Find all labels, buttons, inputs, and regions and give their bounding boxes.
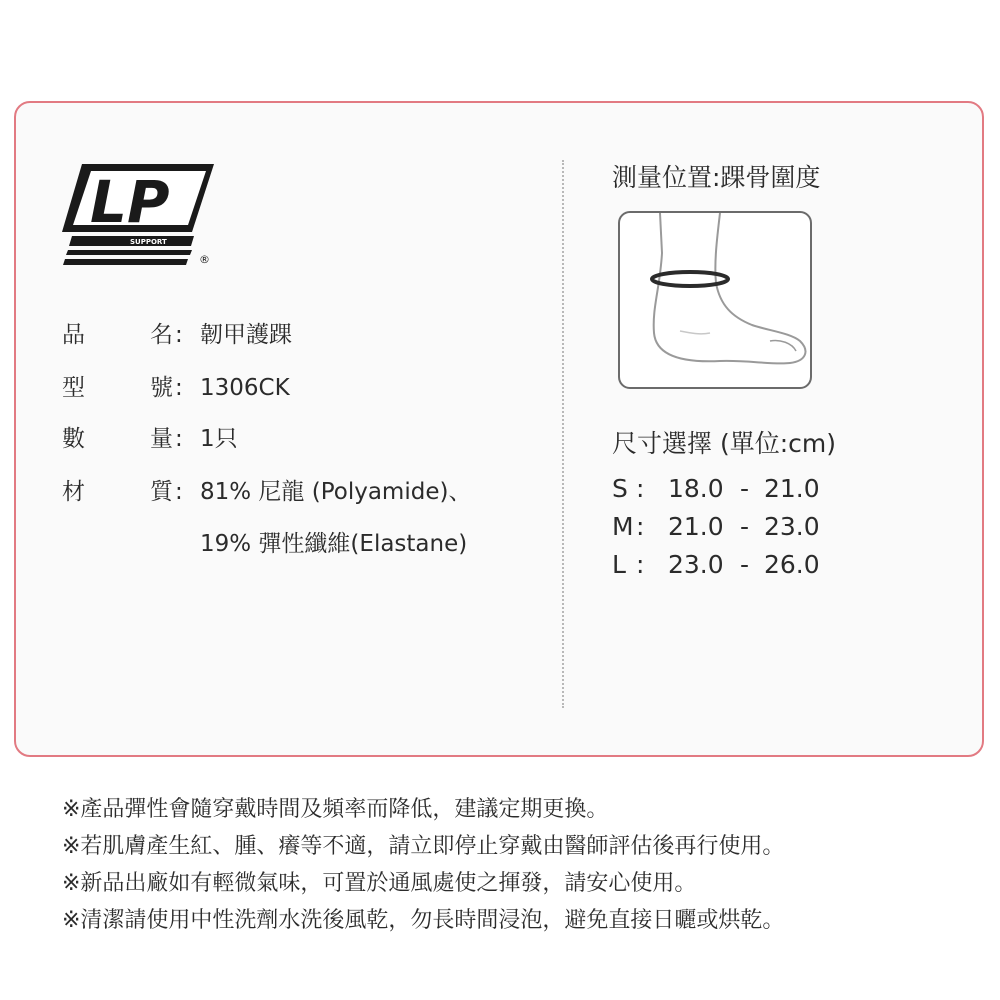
care-note: ※清潔請使用中性洗劑水洗後風乾，勿長時間浸泡，避免直接日曬或烘乾。 [62,908,785,933]
measure-position-title: 測量位置:踝骨圍度 [612,163,821,192]
spec-key-first: 數 [62,426,85,452]
size-label: S [612,474,628,503]
size-selection-title: 尺寸選擇 (單位:cm) [612,429,836,458]
care-notes [62,791,962,939]
care-note: ※產品彈性會隨穿戴時間及頻率而降低，建議定期更換。 [62,797,609,822]
size-colon: : [636,474,645,503]
size-max: 21.0 [764,474,820,503]
size-dash: - [740,474,750,503]
size-max: 23.0 [764,512,820,541]
spec-key-first: 品 [62,322,85,348]
logo-lettering: LP [90,168,170,236]
spec-value: 1306CK [200,375,290,401]
spec-colon: : [175,322,183,348]
size-colon: : [636,550,645,579]
spec-key-first: 材 [62,479,85,505]
column-divider [562,160,564,708]
spec-key-second: 量 [150,426,173,452]
care-note: ※若肌膚產生紅、腫、癢等不適，請立即停止穿戴由醫師評估後再行使用。 [62,834,785,859]
size-dash: - [740,550,750,579]
ankle-measurement-icon [620,213,810,387]
size-max: 26.0 [764,550,820,579]
logo-registered-mark: ® [199,253,210,266]
size-label: L [612,550,626,579]
spec-key-second: 名 [150,322,173,348]
spec-colon: : [175,479,183,505]
spec-key-first: 型 [62,375,85,401]
spec-colon: : [175,375,183,401]
size-min: 23.0 [668,550,724,579]
spec-material-continuation: 19% 彈性纖維(Elastane) [200,531,468,557]
care-note: ※新品出廠如有輕微氣味，可置於通風處使之揮發，請安心使用。 [62,871,697,896]
spec-value: 1只 [200,426,238,452]
spec-colon: : [175,426,183,452]
size-colon: : [636,512,645,541]
spec-key-second: 號 [150,375,173,401]
spec-key-second: 質 [150,479,173,505]
ankle-measurement-illustration [618,211,812,389]
size-label: M [612,512,634,541]
size-min: 18.0 [668,474,724,503]
spec-value: 81% 尼龍 (Polyamide)、 [200,479,472,505]
size-min: 21.0 [668,512,724,541]
spec-value: 韌甲護踝 [200,322,292,348]
lp-support-logo [62,162,217,272]
logo-tagline: SUPPORT [130,238,167,246]
size-dash: - [740,512,750,541]
